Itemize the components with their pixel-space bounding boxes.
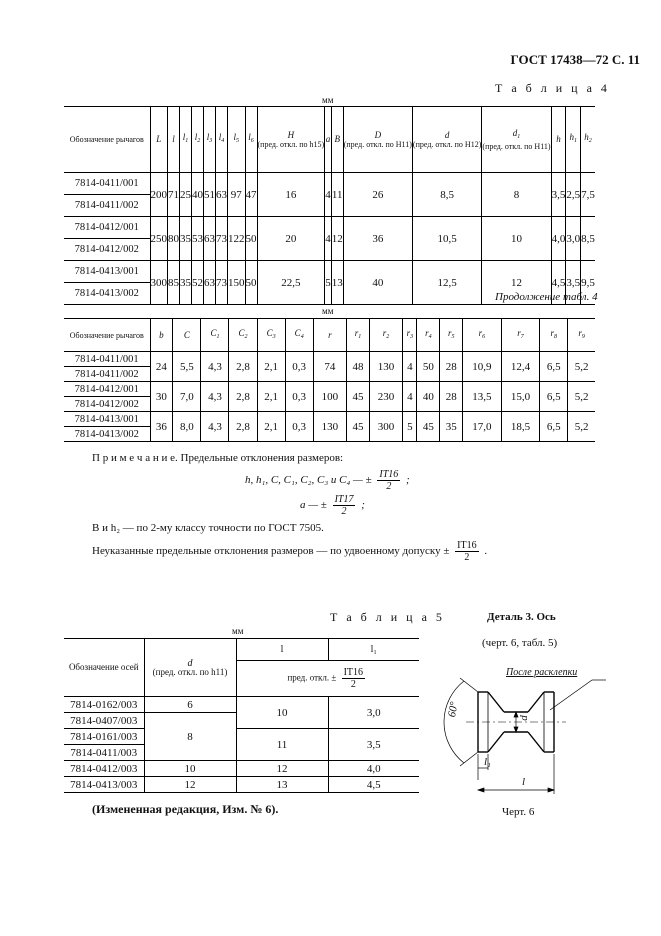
value-cell: 28 [440,382,463,412]
value-cell: 230 [369,382,402,412]
note-line4-fraction: $\frac{IT16}{2}$ [457,540,477,563]
table5-caption: Т а б л и ц а 5 [330,610,445,624]
value-cell: 2,5 [566,173,581,217]
detail-title: Деталь 3. Ось [487,611,556,623]
value-cell: 50 [245,261,257,305]
table-cell: 10 [144,761,236,777]
designation-cell: 7814-0412/001 [64,217,150,239]
value-cell: 6,5 [540,412,568,442]
column-header: $l_6$ [245,107,257,173]
column-header: $r_6$ [463,319,502,352]
column-header: $C_2$ [229,319,257,352]
designation-cell: 7814-0411/002 [64,367,150,382]
value-cell: 7,5 [581,173,595,217]
value-cell: 5,2 [568,382,595,412]
table-cell: 11 [236,729,328,761]
value-cell: 250 [150,217,168,261]
note-title: П р и м е ч а н и е. [92,452,178,464]
value-cell: 63 [204,261,216,305]
column-header: $r_5$ [440,319,463,352]
value-cell: 3,0 [566,217,581,261]
table-cell: 7814-0412/003 [64,761,144,777]
note-line2-fraction: $\frac{IT17}{2}$ [334,494,354,517]
value-cell: 40 [343,261,412,305]
value-cell: 20 [257,217,325,261]
table-cell: 3,5 [328,729,419,761]
column-header: $l_3$ [204,107,216,173]
value-cell: 22,5 [257,261,325,305]
value-cell: 3,5 [551,173,566,217]
table-cell: 7814-0161/003 [64,729,144,745]
value-cell: 85 [168,261,180,305]
column-header: $r_1$ [347,319,370,352]
column-header: $r_4$ [417,319,440,352]
change-note: (Измененная редакция, Изм. № 6). [92,802,279,816]
table-cell: 4,5 [328,777,419,793]
value-cell: 2,8 [229,352,257,382]
table-row [64,217,595,239]
value-cell: 45 [347,412,370,442]
table4 [64,106,595,305]
value-cell: 4 [403,352,417,382]
value-cell: 6,5 [540,352,568,382]
column-header: r [313,319,346,352]
designation-cell: 7814-0412/002 [64,397,150,412]
value-cell: 0,3 [285,382,313,412]
column-header: $C_4$ [285,319,313,352]
value-cell: 5 [403,412,417,442]
value-cell: 2,1 [257,352,285,382]
column-header: $r_2$ [369,319,402,352]
value-cell: 97 [228,173,246,217]
table-row [64,261,595,283]
value-cell: 4,3 [201,382,229,412]
note-line1: h, h₁, C, C₁, C₂, C₃ и C₄ — ± $\frac{IT16}{2}$ ; [245,469,410,492]
value-cell: 4,3 [201,412,229,442]
value-cell: 12,5 [412,261,481,305]
column-header: h [551,107,566,173]
value-cell: 28 [440,352,463,382]
value-cell: 40 [417,382,440,412]
note-intro [92,452,343,464]
column-header: $d_1$ (пред. откл. по H11) [482,107,551,173]
note-intro-text: Предельные отклонения размеров: [180,452,344,464]
table4-unit: мм [322,95,334,105]
value-cell: 35 [180,261,192,305]
column-header: $l_2$ [192,107,204,173]
note-line2: a — ± $\frac{IT17}{2}$ ; [300,494,365,517]
value-cell: 130 [313,412,346,442]
value-cell: 12 [331,217,343,261]
value-cell: 12 [482,261,551,305]
table-row [64,382,595,397]
value-cell: 7,0 [173,382,201,412]
designation-cell: 7814-0413/001 [64,412,150,427]
value-cell: 3,5 [566,261,581,305]
column-header: $r_9$ [568,319,595,352]
value-cell: 35 [440,412,463,442]
value-cell: 150 [228,261,246,305]
column-header: $h_2$ [581,107,595,173]
value-cell: 11 [331,173,343,217]
value-cell: 8,5 [581,217,595,261]
table-cell: 7814-0411/003 [64,745,144,761]
value-cell: 53 [192,217,204,261]
value-cell: 45 [417,412,440,442]
note-line3: B и h₂ — по 2-му классу точности по ГОСТ 7505. [92,522,324,534]
column-header: $r_3$ [403,319,417,352]
note-line1-vars: h, h₁, C, C₁, C₂, C₃ и C₄ — ± [245,474,372,487]
value-cell: 47 [245,173,257,217]
designation-cell: 7814-0413/001 [64,261,150,283]
table-cell: 13 [236,777,328,793]
value-cell: 45 [347,382,370,412]
column-header: $C_1$ [201,319,229,352]
detail-ref: (черт. 6, табл. 5) [482,637,558,649]
designation-cell: 7814-0411/001 [64,352,150,367]
value-cell: 51 [204,173,216,217]
table4c-unit: мм [322,306,334,316]
axle-drawing [430,662,630,802]
designation-cell: 7814-0413/002 [64,283,150,305]
value-cell: 71 [168,173,180,217]
value-cell: 18,5 [501,412,540,442]
value-cell: 4 [403,382,417,412]
value-cell: 13,5 [463,382,502,412]
value-cell: 0,3 [285,412,313,442]
table-row [64,173,595,195]
value-cell: 4,5 [551,261,566,305]
value-cell: 5,2 [568,412,595,442]
value-cell: 40 [192,173,204,217]
value-cell: 12,4 [501,352,540,382]
value-cell: 35 [180,217,192,261]
note-line1-fraction: $\frac{IT16}{2}$ [379,469,399,492]
table-row [64,352,595,367]
column-header: B [331,107,343,173]
value-cell: 9,5 [581,261,595,305]
table-cell: 7814-0407/003 [64,713,144,729]
designation-header: Обозначение рычагов [69,330,144,340]
dim-l-label: l [522,776,526,788]
column-header: $r_8$ [540,319,568,352]
column-header: a [325,107,332,173]
designation-cell: 7814-0411/002 [64,195,150,217]
value-cell: 73 [216,261,228,305]
designation-cell: 7814-0412/001 [64,382,150,397]
value-cell: 300 [369,412,402,442]
table5-header-tolerance: пред. откл. ± $\frac{IT16}{2}$ [236,661,419,697]
table-cell: 3,0 [328,697,419,729]
value-cell: 73 [216,217,228,261]
value-cell: 300 [150,261,168,305]
value-cell: 200 [150,173,168,217]
column-header: $h_1$ [566,107,581,173]
table4c-caption: Продолжение табл. 4 [495,291,598,303]
value-cell: 10,9 [463,352,502,382]
value-cell: 4,3 [201,352,229,382]
column-header: $l_4$ [216,107,228,173]
value-cell: 26 [343,173,412,217]
column-header: $C_3$ [257,319,285,352]
designation-cell: 7814-0412/002 [64,239,150,261]
column-header: l [168,107,180,173]
value-cell: 63 [216,173,228,217]
value-cell: 50 [417,352,440,382]
column-header: $l_5$ [228,107,246,173]
value-cell: 13 [331,261,343,305]
value-cell: 74 [313,352,346,382]
note-line4-text: Неуказанные предельные отклонения размеров — по удвоенному допуску ± [92,545,450,558]
column-header: $l_1$ [180,107,192,173]
designation-header: Обозначение рычагов [69,135,144,144]
table-row [64,412,595,427]
drawing-caption: Черт. 6 [502,806,535,818]
value-cell: 80 [168,217,180,261]
table4-continuation [64,318,595,442]
dim-l1-label: l₁ [484,756,491,768]
value-cell: 6,5 [540,382,568,412]
column-header: b [150,319,173,352]
note-line4: Неуказанные предельные отклонения размеров — по удвоенному допуску ± $\frac{IT16}{2}$ . [92,540,488,563]
note-line2-vars: a — ± [300,499,327,512]
value-cell: 2,8 [229,412,257,442]
value-cell: 52 [192,261,204,305]
value-cell: 10,5 [412,217,481,261]
value-cell: 5,2 [568,352,595,382]
table5-header-designation: Обозначение осей [64,639,144,697]
value-cell: 48 [347,352,370,382]
table5-unit: мм [232,626,244,636]
value-cell: 5 [325,261,332,305]
table5-header-d: d (пред. откл. по h11) [144,639,236,697]
value-cell: 2,8 [229,382,257,412]
value-cell: 2,1 [257,382,285,412]
value-cell: 16 [257,173,325,217]
value-cell: 10 [482,217,551,261]
column-header: C [173,319,201,352]
value-cell: 17,0 [463,412,502,442]
value-cell: 8,5 [412,173,481,217]
designation-cell: 7814-0411/001 [64,173,150,195]
value-cell: 50 [245,217,257,261]
column-header: $r_7$ [501,319,540,352]
dim-d-label: d [517,715,530,721]
table-cell: 8 [144,713,236,761]
column-header: H (пред. откл. по h15) [257,107,325,173]
value-cell: 63 [204,217,216,261]
value-cell: 8 [482,173,551,217]
value-cell: 0,3 [285,352,313,382]
value-cell: 15,0 [501,382,540,412]
value-cell: 8,0 [173,412,201,442]
table-cell: 7814-0162/003 [64,697,144,713]
table5 [64,638,419,793]
table4-caption: Т а б л и ц а 4 [495,81,610,95]
value-cell: 25 [180,173,192,217]
value-cell: 130 [369,352,402,382]
table-cell: 12 [236,761,328,777]
angle-label: 60° [446,700,461,719]
column-header: d (пред. откл. по H12) [412,107,481,173]
table-cell: 10 [236,697,328,729]
value-cell: 24 [150,352,173,382]
value-cell: 36 [343,217,412,261]
column-header: L [150,107,168,173]
table-cell: 6 [144,697,236,713]
value-cell: 122 [228,217,246,261]
column-header: D (пред. откл. по H11) [343,107,412,173]
value-cell: 4 [325,173,332,217]
value-cell: 4,0 [551,217,566,261]
value-cell: 30 [150,382,173,412]
value-cell: 5,5 [173,352,201,382]
value-cell: 100 [313,382,346,412]
table5-header-l: l [236,639,328,661]
value-cell: 36 [150,412,173,442]
table-cell: 12 [144,777,236,793]
table-cell: 7814-0413/003 [64,777,144,793]
value-cell: 2,1 [257,412,285,442]
page-header: ГОСТ 17438—72 С. 11 [510,52,640,67]
table-cell: 4,0 [328,761,419,777]
label-after-riveting: После расклепки [506,667,578,678]
designation-cell: 7814-0413/002 [64,427,150,442]
table5-header-l1: l₁ [328,639,419,661]
value-cell: 4 [325,217,332,261]
